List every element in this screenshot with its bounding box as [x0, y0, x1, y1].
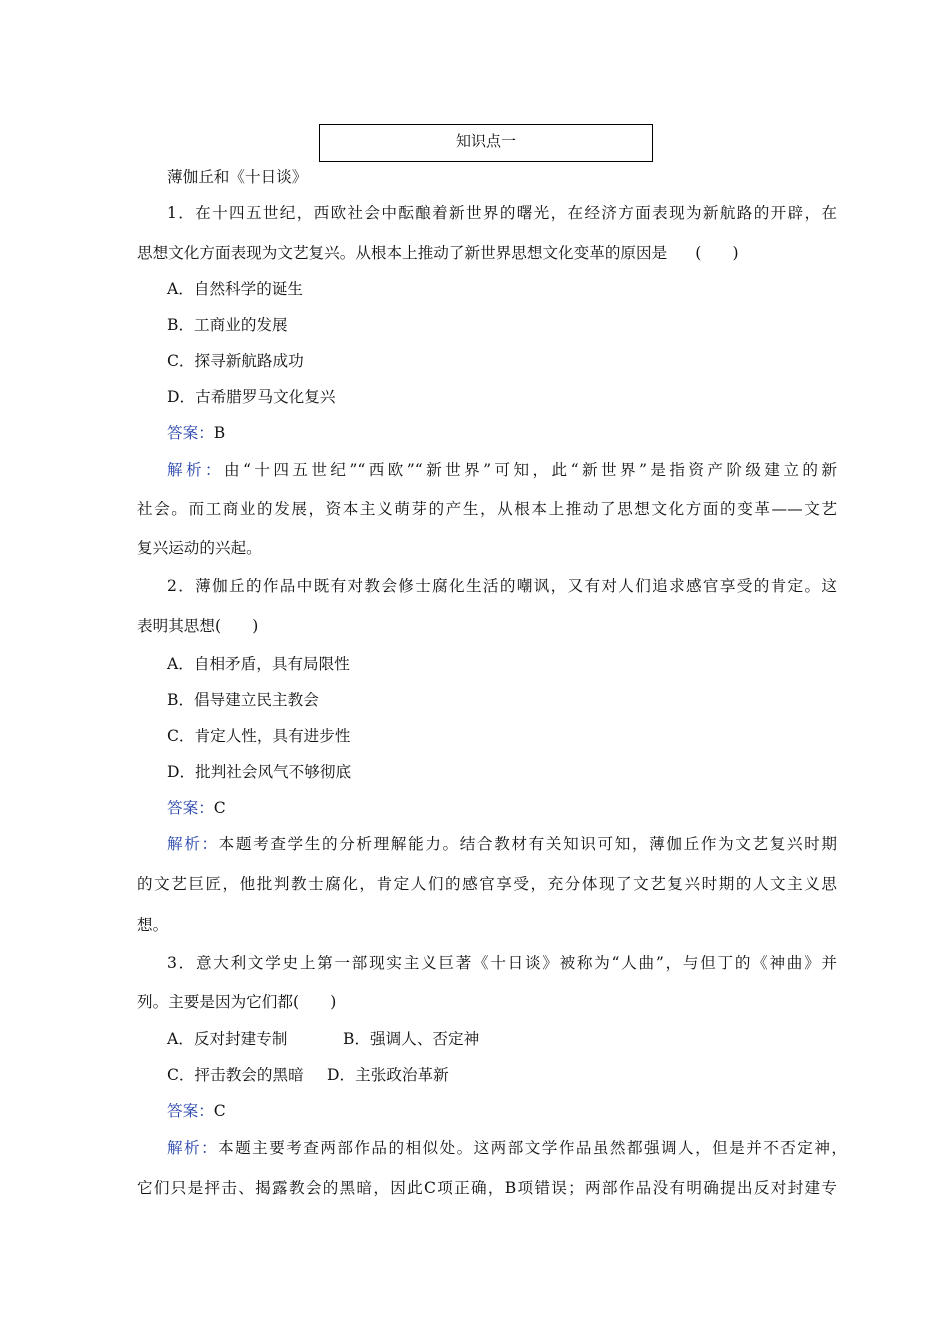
q1-stem-line2	[137, 242, 739, 264]
subtopic-title: 薄伽丘和《十日谈》	[167, 168, 308, 186]
q2-stem-line1: 2．薄伽丘的作品中既有对教会修士腐化生活的嘲讽，又有对人们追求感官享受的肯定。这	[167, 577, 837, 595]
q1-answer-blank: ( )	[695, 244, 739, 262]
q3-stem-line2: 列。主要是因为它们都( )	[137, 993, 337, 1011]
q1-stem-text: 思想文化方面表现为文艺复兴。从根本上推动了新世界思想文化变革的原因是	[137, 244, 668, 262]
q1-analysis-line2: 社会。而工商业的发展，资本主义萌芽的产生，从根本上推动了思想文化方面的变革——文艺	[137, 500, 837, 518]
q1-analysis-label: 解析：	[167, 461, 225, 479]
q2-option-a: A．自相矛盾，具有局限性	[167, 655, 350, 673]
q2-answer-value: C	[213, 799, 226, 817]
q2-option-d: D．批判社会风气不够彻底	[167, 763, 352, 781]
q3-analysis-label: 解析：	[167, 1139, 219, 1157]
q1-answer	[167, 422, 225, 444]
q3-analysis-line1	[167, 1137, 847, 1159]
q3-answer	[167, 1100, 226, 1122]
q3-analysis-line2: 它们只是抨击、揭露教会的黑暗，因此C项正确，B项错误；两部作品没有明确提出反对封建专	[137, 1179, 837, 1197]
q3-option-c: C．抨击教会的黑暗	[167, 1066, 304, 1084]
q2-analysis-line1	[167, 833, 837, 855]
q2-analysis-line3: 想。	[137, 916, 169, 934]
q3-option-a: A．反对封建专制	[167, 1030, 288, 1048]
q3-answer-value: C	[213, 1102, 226, 1120]
q1-stem-line1: 1．在十四五世纪，西欧社会中酝酿着新世界的曙光，在经济方面表现为新航路的开辟，在	[167, 204, 837, 222]
q2-option-b: B．倡导建立民主教会	[167, 691, 319, 709]
q2-analysis-line2: 的文艺巨匠，他批判教士腐化，肯定人们的感官享受，充分体现了文艺复兴时期的人文主义思	[137, 875, 837, 893]
q3-analysis-text1: 本题主要考查两部作品的相似处。这两部文学作品虽然都强调人，但是并不否定神，	[218, 1139, 847, 1157]
q1-option-a: A．自然科学的诞生	[167, 280, 304, 298]
q1-answer-value: B	[213, 424, 226, 442]
q2-option-c: C．肯定人性，具有进步性	[167, 727, 351, 745]
q3-stem-line1: 3．意大利文学史上第一部现实主义巨著《十日谈》被称为“人曲”，与但丁的《神曲》并	[167, 954, 837, 972]
q2-stem-line2: 表明其思想( )	[137, 617, 259, 635]
q1-option-b: B．工商业的发展	[167, 316, 288, 334]
q1-option-c: C．探寻新航路成功	[167, 352, 304, 370]
q3-answer-label: 答案：	[167, 1102, 214, 1120]
q3-option-d: D．主张政治革新	[327, 1066, 449, 1084]
q2-answer	[167, 797, 226, 819]
q1-analysis-line1	[167, 459, 837, 481]
q1-analysis-text1: 由“十四五世纪”“西欧”“新世界”可知，此“新世界”是指资产阶级建立的新	[224, 461, 837, 479]
q2-analysis-text1: 本题考查学生的分析理解能力。结合教材有关知识可知，薄伽丘作为文艺复兴时期	[218, 835, 837, 853]
q1-option-d: D．古希腊罗马文化复兴	[167, 388, 336, 406]
q2-analysis-label: 解析：	[167, 835, 219, 853]
q1-analysis-line3: 复兴运动的兴起。	[137, 539, 262, 557]
q3-option-b: B．强调人、否定神	[343, 1030, 480, 1048]
section-title-box	[319, 124, 653, 162]
section-title: 知识点一	[455, 132, 516, 150]
q1-answer-label: 答案：	[167, 424, 214, 442]
q2-answer-label: 答案：	[167, 799, 214, 817]
